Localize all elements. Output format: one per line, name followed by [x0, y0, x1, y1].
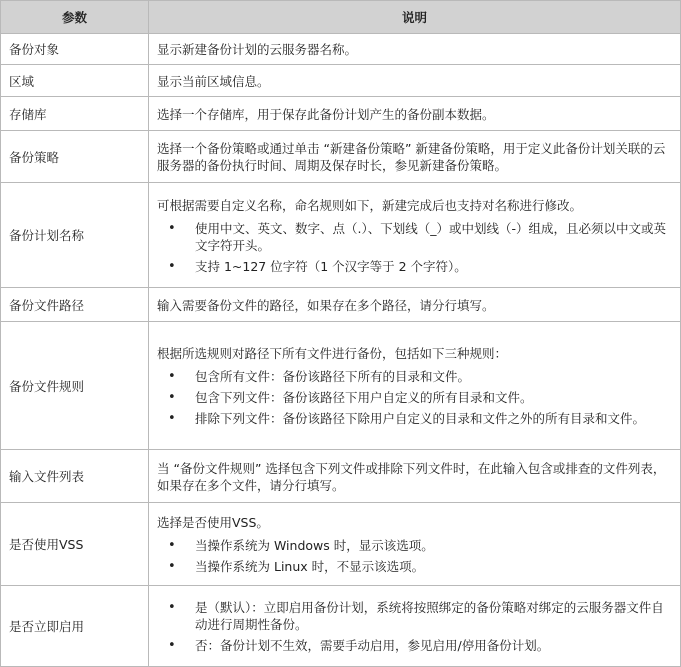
bullet-icon: •	[168, 538, 176, 553]
param-name: 区域	[1, 65, 149, 97]
param-name: 存储库	[1, 97, 149, 131]
bullet-list	[157, 368, 674, 427]
bullet-icon: •	[168, 600, 176, 615]
bullet-item	[157, 220, 674, 254]
bullet-text: 包含所有文件：备份该路径下所有的目录和文件。	[195, 369, 471, 384]
param-name: 备份文件路径	[1, 288, 149, 322]
bullet-item	[157, 258, 674, 275]
bullet-text: 排除下列文件：备份该路径下除用户自定义的目录和文件之外的所有目录和文件。	[195, 411, 646, 426]
header-description: 说明	[149, 1, 681, 34]
table-row	[1, 97, 681, 131]
table-row	[1, 65, 681, 97]
param-description	[149, 586, 681, 667]
description-intro: 根据所选规则对路径下所有文件进行备份，包括如下三种规则：	[157, 346, 508, 361]
bullet-icon: •	[168, 559, 176, 574]
bullet-icon: •	[168, 258, 176, 274]
bullet-text: 当操作系统为 Linux 时，不显示该选项。	[195, 559, 425, 574]
table-row	[1, 34, 681, 65]
table-row	[1, 322, 681, 450]
param-description: 显示当前区域信息。	[149, 65, 681, 97]
table-row	[1, 450, 681, 503]
param-name: 备份对象	[1, 34, 149, 65]
bullet-text: 支持 1~127 位字符（1 个汉字等于 2 个字符）。	[195, 258, 467, 274]
description-intro: 选择是否使用VSS。	[157, 515, 269, 530]
bullet-text: 当操作系统为 Windows 时，显示该选项。	[195, 538, 434, 553]
bullet-item	[157, 368, 674, 385]
table-row	[1, 586, 681, 667]
bullet-text: 使用中文、英文、数字、点（.）、下划线（_）或中划线（-）组成，且必须以中文或英文字符开头。	[195, 220, 666, 253]
bullet-item	[157, 599, 674, 633]
param-description: 选择一个存储库，用于保存此备份计划产生的备份副本数据。	[149, 97, 681, 131]
param-name: 是否立即启用	[1, 586, 149, 667]
bullet-list	[157, 537, 674, 575]
param-name: 备份文件规则	[1, 322, 149, 450]
bullet-icon: •	[168, 390, 176, 405]
param-description: 选择一个备份策略或通过单击 “新建备份策略” 新建备份策略，用于定义此备份计划关联的云服务器的备份执行时间、周期及保存时长，参见新建备份策略。	[149, 131, 681, 183]
bullet-icon: •	[168, 369, 176, 384]
table-row	[1, 183, 681, 288]
param-description: 输入需要备份文件的路径，如果存在多个路径，请分行填写。	[149, 288, 681, 322]
param-name: 备份计划名称	[1, 183, 149, 288]
param-name: 备份策略	[1, 131, 149, 183]
param-description: 显示新建备份计划的云服务器名称。	[149, 34, 681, 65]
bullet-icon: •	[168, 411, 176, 426]
param-description	[149, 322, 681, 450]
bullet-icon: •	[168, 638, 176, 653]
bullet-item	[157, 410, 674, 427]
bullet-list	[157, 220, 674, 275]
header-param: 参数	[1, 1, 149, 34]
bullet-text: 否：备份计划不生效，需要手动启用，参见启用/停用备份计划。	[195, 638, 550, 653]
bullet-item	[157, 389, 674, 406]
table-row	[1, 131, 681, 183]
bullet-text: 是（默认）：立即启用备份计划，系统将按照绑定的备份策略对绑定的云服务器文件自动进行周期性备份。	[195, 600, 664, 632]
param-name: 是否使用VSS	[1, 503, 149, 586]
param-description	[149, 503, 681, 586]
param-description	[149, 183, 681, 288]
bullet-text: 包含下列文件：备份该路径下用户自定义的所有目录和文件。	[195, 390, 533, 405]
param-name: 输入文件列表	[1, 450, 149, 503]
table-row	[1, 503, 681, 586]
bullet-icon: •	[168, 220, 176, 236]
param-description: 当 “备份文件规则” 选择包含下列文件或排除下列文件时，在此输入包含或排查的文件列表，如果存在多个文件，请分行填写。	[149, 450, 681, 503]
bullet-item	[157, 558, 674, 575]
bullet-item	[157, 637, 674, 654]
table-row	[1, 288, 681, 322]
table-header-row	[1, 1, 681, 34]
bullet-list	[157, 599, 674, 654]
bullet-item	[157, 537, 674, 554]
description-intro: 可根据需要自定义名称，命名规则如下，新建完成后也支持对名称进行修改。	[157, 197, 583, 213]
